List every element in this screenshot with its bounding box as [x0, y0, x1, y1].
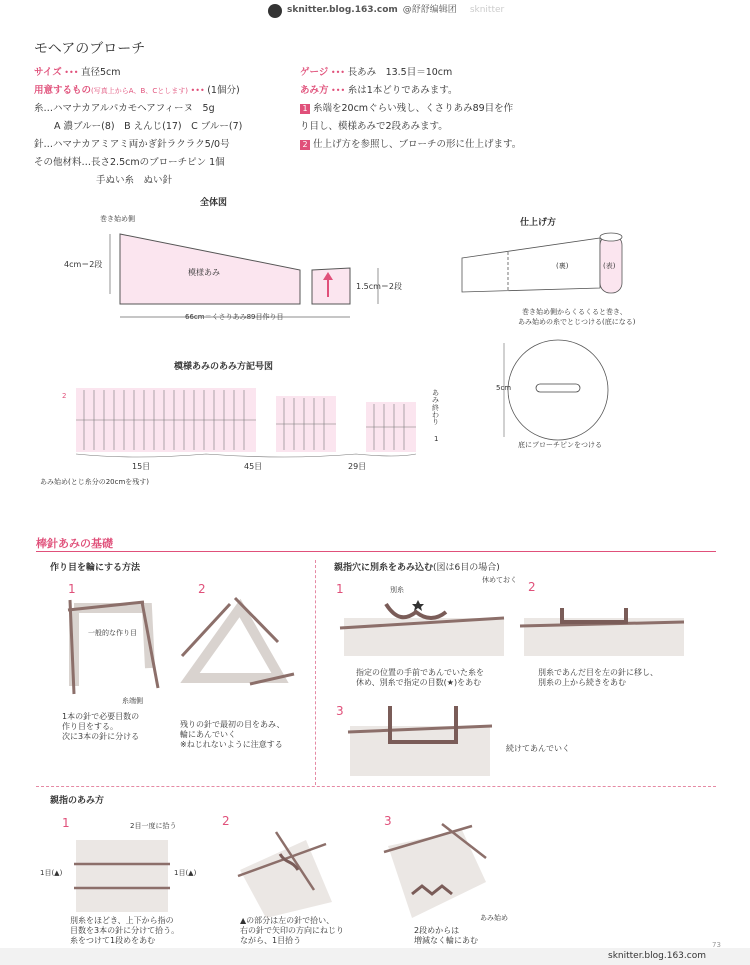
step2-num: 2 — [300, 140, 310, 150]
other-line2: 手ぬい糸 ぬい針 — [96, 175, 173, 187]
size-row — [34, 64, 304, 82]
sub3-step-3: 3 — [384, 814, 392, 828]
page-number: 73 — [712, 941, 721, 949]
sub3-text2-l1: ▲の部分は左の針で拾い、 — [240, 916, 335, 925]
sub3-step-1: 1 — [62, 816, 70, 830]
watermark-faint: sknitter — [469, 5, 505, 16]
knit-fabric — [388, 830, 486, 918]
finish-pin-note: 底にブローチピンをつける — [518, 441, 602, 449]
prep-label: 用意するもの — [34, 85, 92, 97]
dots-icon: ••• — [328, 86, 348, 96]
sub3-text3-l1: 2段めからは — [414, 926, 460, 935]
sub3-figure-3 — [382, 822, 492, 922]
watermark-author: @舒舒编辑团 — [402, 5, 457, 16]
stitch-chart — [66, 382, 466, 462]
sub1-text1-l3: 次に3本の針に分ける — [62, 732, 140, 741]
chart-row-2: 2 — [62, 392, 67, 400]
dots-icon: ••• — [187, 86, 208, 96]
sub2-text1 — [356, 668, 484, 688]
step1-line1: 糸端を20cmぐらい残し、くさりあみ89目を作 — [313, 103, 514, 115]
overall-title: 全体図 — [200, 198, 228, 208]
page-title: モヘアのブローチ — [34, 41, 146, 57]
sub1-text1 — [62, 712, 139, 742]
gauge-value: 長あみ 13.5目＝10cm — [347, 67, 453, 78]
sub3-text1-l2: 目数を3本の針に分けて拾う。 — [70, 926, 180, 935]
chart-seg-2: 45目 — [244, 462, 263, 471]
step1-line2: り目し、模様あみで2段あみます。 — [300, 121, 448, 133]
pattern-end — [312, 268, 350, 304]
sub1-text2-l3: ※ねじれないように注意する — [180, 740, 283, 749]
sub3-text2-l3: ながら、1目拾う — [240, 936, 302, 945]
sub1-text2 — [180, 720, 284, 750]
knit-fabric — [350, 726, 490, 776]
strip-shape — [462, 238, 600, 292]
horizontal-divider — [36, 786, 716, 787]
sub2-step-2: 2 — [528, 580, 536, 594]
sub3-fig-top: 2目一度に拾う — [130, 822, 177, 830]
gauge-row — [300, 64, 600, 82]
step1-row — [300, 100, 600, 118]
sub2-title: 親指穴に別糸をあみ込む — [334, 563, 434, 573]
sub3-text2-l2: 右の針で矢印の方向にねじり — [240, 926, 344, 935]
step1-num: 1 — [300, 104, 310, 114]
vertical-divider — [315, 560, 316, 785]
sub3-fig-right: 1目(▲) — [174, 869, 197, 877]
method-row — [300, 82, 600, 100]
sub2-text2 — [538, 668, 658, 688]
sub2-bettoito: 別糸 — [390, 586, 404, 594]
sub1-text2-l1: 残りの針で最初の目をあみ、 — [180, 720, 285, 729]
sub3-step-2: 2 — [222, 814, 230, 828]
finish-diameter: 5cm — [496, 384, 512, 392]
method-label: あみ方 — [300, 85, 329, 97]
sub1-text2-l2: 輪にあんでいく — [180, 730, 236, 739]
needle-line: 針…ハマナカアミアミ両かぎ針ラクラク5/0号 — [34, 139, 230, 151]
overall-width-label: 66cm＝くさりあみ89目作り目 — [185, 313, 284, 321]
sub3-text3 — [414, 926, 478, 946]
finish-back-label: (裏) — [556, 262, 569, 270]
right-info — [300, 64, 600, 154]
sub2-figure-2 — [516, 598, 686, 658]
avatar-icon — [268, 4, 282, 18]
sub3-amihajime: あみ始め — [480, 914, 508, 922]
sub2-note: (図は6目の場合) — [433, 563, 500, 573]
knit-fabric — [240, 840, 332, 918]
sub1-figure-2 — [180, 596, 300, 696]
sub1-title: 作り目を輪にする方法 — [50, 563, 141, 573]
overall-height-right: 1.5cm＝2段 — [356, 282, 403, 291]
sub1-text1-l1: 1本の針で必要目数の — [62, 712, 140, 721]
finish-title: 仕上げ方 — [520, 218, 557, 228]
sub2-figure-1 — [336, 598, 506, 658]
yarn-line: 糸…ハマナカアルパカモヘアフィーヌ 5g — [34, 103, 215, 115]
footer-watermark: sknitter.blog.163.com — [608, 951, 706, 961]
colors-line: A 濃ブルー(8) B えんじ(17) C ブルー(7) — [54, 121, 243, 133]
size-label: サイズ — [34, 67, 62, 78]
sub3-fig-left: 1目(▲) — [40, 869, 63, 877]
sub3-figure-1 — [72, 836, 172, 916]
sub1-step-2: 2 — [198, 582, 206, 596]
sub2-text2-l1: 別糸であんだ目を左の針に移し、 — [538, 668, 658, 677]
pin-icon — [536, 384, 580, 392]
finish-note-1: 巻き始め側からくるくると巻き、 — [522, 308, 627, 316]
finish-circle-diagram — [488, 338, 638, 448]
sub2-figure-3 — [346, 704, 496, 778]
size-value: 直径5cm — [81, 67, 121, 78]
sub1-figure-1 — [62, 598, 172, 708]
sub3-text1-l1: 別糸をほどき、上下から指の — [70, 916, 174, 925]
chart-seg-1: 15目 — [132, 462, 151, 471]
chart-start-label: あみ始め(とじ糸分の20cmを残す) — [40, 478, 150, 486]
sub2-yasumi: 休めておく — [482, 576, 517, 584]
other-line: その他材料…長さ2.5cmのブローチピン 1個 — [34, 157, 225, 169]
sub2-text3: 続けてあんでいく — [506, 744, 570, 753]
sub3-text3-l2: 増減なく輪にあむ — [414, 936, 478, 945]
sub2-step-1: 1 — [336, 582, 344, 596]
gauge-label: ゲージ — [300, 67, 329, 78]
chart-end-label: あみ終わり — [432, 389, 439, 427]
dots-icon: ••• — [328, 68, 348, 77]
overall-start-side: 巻き始め側 — [100, 215, 135, 223]
prep-qty: (1個分) — [207, 85, 240, 97]
sub2-step-3: 3 — [336, 704, 344, 718]
sub3-title: 親指のあみ方 — [50, 796, 105, 806]
dots-icon: ••• — [61, 68, 81, 77]
chart-brace — [76, 454, 416, 457]
finish-front-label: (表) — [603, 262, 616, 270]
sub3-figure-2 — [236, 830, 336, 920]
sub2-title-row — [334, 563, 500, 574]
knit-fabric — [76, 840, 168, 912]
prep-note: (写真上からA、B、Cとします) — [91, 87, 188, 96]
roll-top — [600, 233, 622, 241]
overall-pattern-label: 模様あみ — [188, 268, 220, 277]
knit-triangle — [190, 608, 280, 678]
chart-title: 模様あみのあみ方記号図 — [174, 362, 274, 372]
sub3-text1-l3: 糸をつけて1段めをあむ — [70, 936, 156, 945]
sub1-yarn-label: 糸端側 — [122, 697, 143, 705]
chart-row-1: 1 — [434, 435, 439, 443]
sub1-fig-label: 一般的な作り目 — [88, 629, 137, 637]
prep-row — [34, 82, 304, 100]
basics-section-title: 棒針あみの基礎 — [36, 537, 113, 550]
sub3-text1 — [70, 916, 179, 946]
header-watermark — [268, 3, 504, 19]
left-info — [34, 64, 304, 190]
basics-section-header — [36, 532, 716, 552]
chart-seg-3: 29目 — [348, 462, 367, 471]
method-value: 糸は1本どりであみます。 — [347, 85, 458, 97]
step2-row — [300, 136, 600, 154]
sub1-step-1: 1 — [68, 582, 76, 596]
sub1-text1-l2: 作り目をする。 — [62, 722, 118, 731]
step2-line1: 仕上げ方を参照し、ブローチの形に仕上げます。 — [313, 139, 522, 151]
sub2-text2-l2: 別糸の上から続きをあむ — [538, 678, 626, 687]
watermark-url: sknitter.blog.163.com — [287, 5, 398, 16]
overall-height-left: 4cm＝2段 — [64, 260, 103, 269]
sub3-text2 — [240, 916, 344, 946]
knit-stitches — [74, 608, 150, 686]
finish-note-2: あみ始めの糸でとじつける(底になる) — [518, 318, 636, 326]
star-icon — [412, 600, 424, 611]
sub2-text1-l1: 指定の位置の手前であんでいた糸を — [356, 668, 484, 677]
sub2-text1-l2: 休め、別糸で指定の目数(★)をあむ — [356, 678, 482, 687]
